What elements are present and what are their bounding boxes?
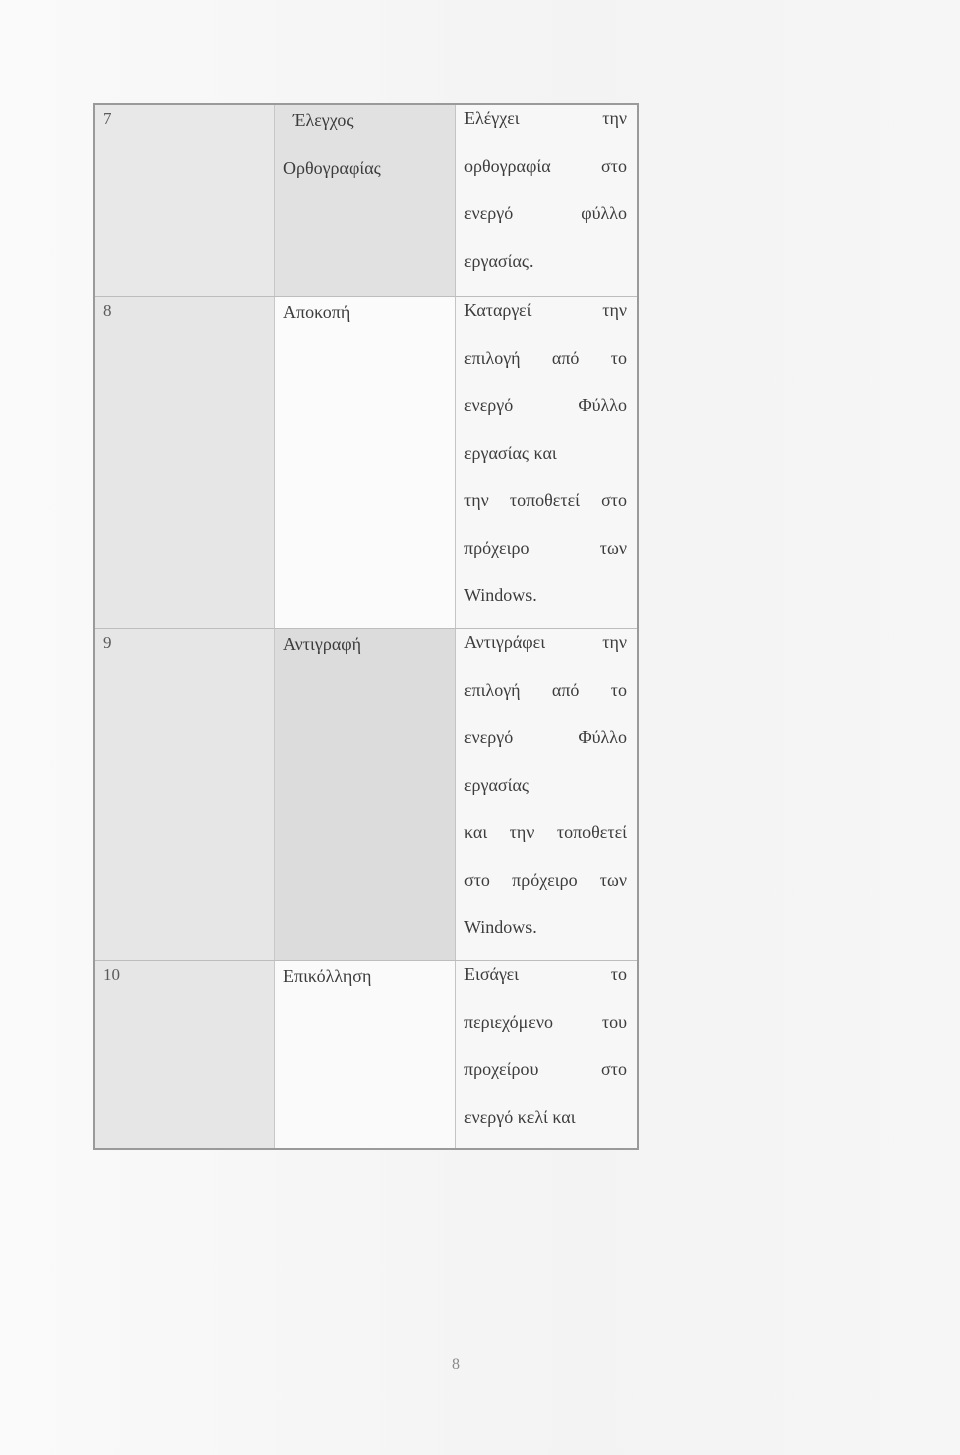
command-line: Ορθογραφίας	[283, 157, 381, 178]
command-name	[283, 97, 447, 192]
table-row	[95, 961, 637, 1148]
description-line: Ελέγχει την	[464, 108, 627, 128]
description-cell	[456, 961, 637, 1148]
description-line: εργασίας.	[464, 250, 534, 271]
command-cell	[275, 961, 456, 1148]
command-line: Έλεγχος	[293, 110, 354, 130]
description-text	[464, 287, 627, 620]
number-cell	[95, 961, 275, 1148]
description-line: την τοποθετεί στο	[464, 490, 627, 510]
description-line: επιλογή από το	[464, 679, 627, 700]
row-number: 10	[103, 965, 120, 984]
table-row	[95, 629, 637, 961]
command-cell	[275, 629, 456, 960]
command-name	[283, 953, 447, 1001]
description-line: προχείρου στο	[464, 1059, 627, 1079]
number-cell	[95, 629, 275, 960]
table-row	[95, 297, 637, 629]
row-number: 8	[103, 301, 112, 320]
row-number: 9	[103, 633, 112, 652]
description-cell	[456, 105, 637, 296]
description-line: Εισάγει το	[464, 964, 627, 984]
description-line: στο πρόχειρο των	[464, 869, 627, 890]
description-line: ενεργό Φύλλο	[464, 727, 627, 747]
description-line: πρόχειρο των	[464, 537, 627, 558]
description-line: εργασίας	[464, 774, 530, 795]
description-line: και την τοποθετεί	[464, 822, 627, 842]
page-number: 8	[452, 1356, 460, 1373]
command-cell	[275, 105, 456, 296]
commands-table	[93, 103, 639, 1150]
description-line: ενεργό φύλλο	[464, 203, 627, 223]
command-line: Αποκοπή	[283, 302, 351, 322]
description-line: Windows.	[464, 585, 537, 605]
description-line: ενεργό κελί και	[464, 1106, 576, 1127]
table-row	[95, 105, 637, 297]
description-line: εργασίας και	[464, 442, 557, 463]
description-text	[464, 619, 627, 952]
description-text	[464, 951, 627, 1141]
description-cell	[456, 297, 637, 628]
description-text	[464, 95, 627, 285]
description-line: επιλογή από το	[464, 347, 627, 368]
row-number: 7	[103, 109, 112, 128]
description-line: ενεργό Φύλλο	[464, 395, 627, 415]
description-line: ορθογραφία στο	[464, 155, 627, 176]
description-line: Καταργεί την	[464, 300, 627, 320]
number-cell	[95, 105, 275, 296]
description-cell	[456, 629, 637, 960]
command-line: Επικόλληση	[283, 966, 372, 986]
description-line: Windows.	[464, 917, 537, 937]
number-cell	[95, 297, 275, 628]
command-cell	[275, 297, 456, 628]
command-line: Αντιγραφή	[283, 634, 362, 654]
description-line: περιεχόμενο του	[464, 1011, 627, 1032]
command-name	[283, 621, 447, 669]
command-name	[283, 289, 447, 337]
description-line: Αντιγράφει την	[464, 632, 627, 652]
